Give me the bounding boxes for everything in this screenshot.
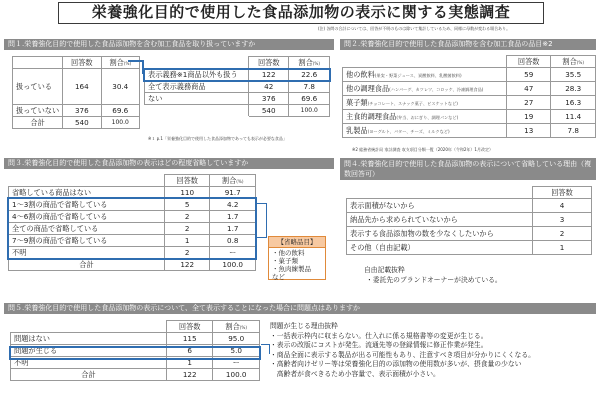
q5-connector xyxy=(261,344,270,354)
table-row: 合計 540 100.0 xyxy=(13,117,140,129)
table-row: 扱っている 164 30.4 xyxy=(13,69,140,105)
table-row: その他（自由記載） 1 xyxy=(347,241,592,255)
q4-panel xyxy=(340,158,596,180)
table-row: 不明 1 ー xyxy=(11,357,260,369)
table-row: 1〜3割の商品で省略している 5 4.2 xyxy=(9,199,256,211)
q4-free-text: 自由記載抜粋 ・委託先のブランドオーナーが決めている。 xyxy=(364,266,502,284)
table-row: 主食的調理食品(弁当、おにぎり、調理パンなど) 19 11.4 xyxy=(343,110,596,124)
q1-connector xyxy=(128,60,144,74)
table-row: 回答数 割合(%) xyxy=(343,56,596,68)
q1-sub-table xyxy=(144,56,330,117)
table-row: 4〜6割の商品で省略している 2 1.7 xyxy=(9,211,256,223)
q1-footnote: ※１ p.1「栄養強化目的で使用した食品添加物であっても表示が必要な食品」 xyxy=(148,136,287,141)
q1-highlight xyxy=(143,68,331,82)
table-row: 扱っていない 376 69.6 xyxy=(13,105,140,117)
q2-panel xyxy=(340,39,596,50)
top-note: (注) 各問の合計については、回答が不明のものは除いて集計しているため、同様に母数が変わる場合あり。 xyxy=(318,26,511,31)
col-count: 回答数 xyxy=(63,57,101,69)
q4-table xyxy=(346,186,592,255)
table-row: 回答数 xyxy=(347,187,592,199)
table-row: 回答数 割合(%) xyxy=(9,175,256,187)
q2-table xyxy=(342,55,596,138)
q3-panel xyxy=(4,158,334,169)
table-row: 他の飲料(果実・野菜ジュース、炭酸飲料、乳酸菌飲料) 59 35.5 xyxy=(343,68,596,82)
q3-connector xyxy=(257,203,267,238)
table-row: 納品先から求められていないから 3 xyxy=(347,213,592,227)
q4-header: 問４.栄養強化目的で使用した食品添加物の表示について省略している理由（複数回答可） xyxy=(344,160,592,178)
table-row: 省略している商品はない 110 91.7 xyxy=(9,187,256,199)
table-row: 540 100.0 xyxy=(145,105,330,117)
table-row: 不明 2 ー xyxy=(9,247,256,259)
table-row: ない 376 69.6 xyxy=(145,93,330,105)
col-pct: 割合(%) xyxy=(101,57,139,69)
table-row: 乳製品(ヨーグルト、バター、チーズ、ミルクなど) 13 7.8 xyxy=(343,124,596,138)
page-title: 栄養強化目的で使用した食品添加物の表示に関する実態調査 xyxy=(58,2,544,24)
table-row: 回答数 割合(%) xyxy=(145,57,330,69)
table-row: 表示する食品添加物の数を少なくしたいから 2 xyxy=(347,227,592,241)
table-row: 他の調理食品(ハンバーグ、カツレツ、コロッケ、冷凍調理食品) 47 28.3 xyxy=(343,82,596,96)
q2-header: 問２.栄養強化目的で使用した食品添加物を含む加工食品の品目※2 xyxy=(340,39,596,50)
table-row: 合計 122 100.0 xyxy=(11,369,260,381)
q1-header: 問１.栄養強化目的で使用した食品添加物を含む加工食品を取り扱っていますか xyxy=(4,39,334,50)
q5-highlight xyxy=(9,346,261,360)
omitted-items-title: 【省略品目】 xyxy=(269,237,325,248)
omitted-items-box: 【省略品目】 ・他の飲料 ・菓子類 ・魚肉練製品 など xyxy=(268,236,326,280)
table-row: 問題が生じる 6 5.0 xyxy=(11,345,260,357)
table-row: 全て表示義務商品 42 7.8 xyxy=(145,81,330,93)
table-row: 菓子類(チョコレート、スナック菓子、ビスケットなど) 27 16.3 xyxy=(343,96,596,110)
table-row: 問題はない 115 95.0 xyxy=(11,333,260,345)
q3-header: 問３.栄養強化目的で使用した食品添加物の表示はどの程度省略していますか xyxy=(4,158,334,169)
table-row: 表示義務※1商品以外も扱う 122 22.6 xyxy=(145,69,330,81)
table-row xyxy=(13,57,140,69)
q1-panel xyxy=(4,39,334,50)
table-row: 表示面積がないから 4 xyxy=(347,199,592,213)
table-row: 7〜9割の商品で省略している 1 0.8 xyxy=(9,235,256,247)
q5-problems: 問題が生じる理由抜粋 ・一括表示枠内に収まらない。仕入れに係る規格書等の変更が生じる。 ・表示の改版にコストが発生。流通先等の登録情報に修正作業が発生。 ・商品全面に表示する製品が出る可能性もあり、注意すべき項目が分かりにくくなる。 ・高齢者向けゼリー等は栄養強化目的の添加物の使用数が多いが、摂食量の少ない 高齢者が食べきるため小容量で、表示面積が小さい。 xyxy=(270,322,535,378)
table-row: 合計 122 100.0 xyxy=(9,259,256,271)
q3-highlight xyxy=(7,197,257,260)
q5-panel xyxy=(4,303,596,314)
q5-header: 問５.栄養強化目的で使用した食品添加物の表示について、全て表示することになった場合に問題点はありますか xyxy=(4,303,596,314)
table-row: 全ての商品で省略している 2 1.7 xyxy=(9,223,256,235)
q1-table xyxy=(12,56,140,129)
table-row: 回答数 割合(%) xyxy=(11,321,260,333)
q2-footnote: ※2 総務省統計局 家計調査 収支項目分類一覧（2020年（令和2年）1月改定） xyxy=(352,147,493,152)
